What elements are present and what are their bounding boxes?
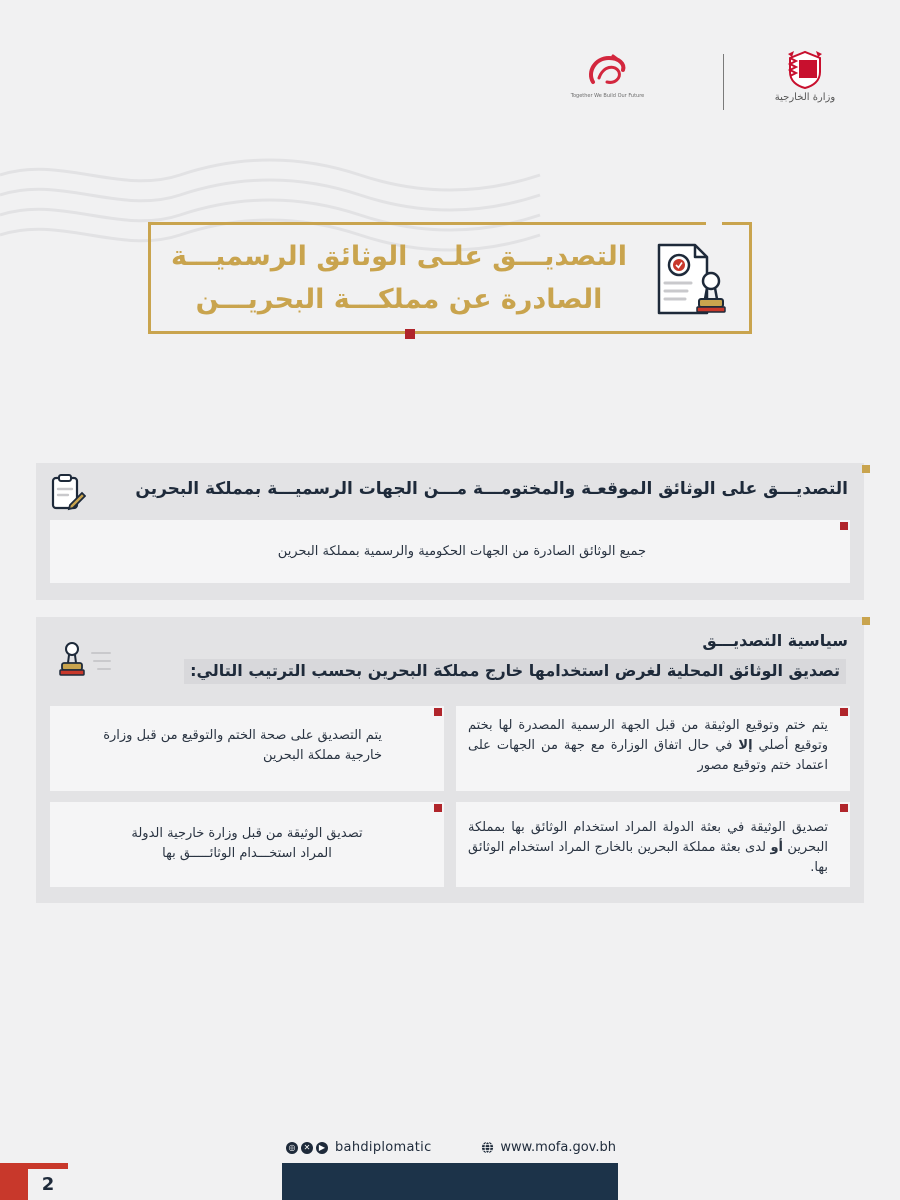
title-line-2: الصادرة عن مملكـــة البحريـــن (195, 284, 603, 315)
partner-logo (545, 52, 670, 114)
globe-icon (481, 1141, 494, 1154)
page-number: 2 (28, 1169, 68, 1200)
bahrain-emblem-icon (786, 50, 824, 90)
title-frame (148, 222, 752, 334)
page-title (171, 235, 627, 321)
logo-divider (723, 54, 724, 110)
youtube-icon[interactable]: ▶ (316, 1142, 328, 1154)
partner-slogan: Together We Build Our Future (570, 93, 645, 99)
section-1-heading: التصديـــق على الوثائق الموقعـة والمختومـــة مـــن الجهات الرسميـــة بمملكة البحرين (135, 479, 848, 499)
rubber-stamp-icon (58, 639, 114, 679)
step-3-text: تصديق الوثيقة في بعثة الدولة المراد استخدام الوثائق بها بمملكة البحرين أو لدى بعثة مملكة البحرين بالخارج المراد استخدام الوثائق بها. (468, 820, 828, 875)
section-marker (862, 617, 870, 625)
step-card-3 (456, 802, 850, 887)
step-2-text: يتم التصديق على صحة الختم والتوقيع من قبل وزارة خارجية مملكة البحرين (103, 728, 382, 763)
step-card-4 (50, 802, 444, 887)
partner-logo-mark-icon (585, 52, 631, 92)
ministry-name: وزارة الخارجية (774, 92, 836, 103)
clipboard-pen-icon (50, 473, 86, 511)
document-stamp-icon (651, 239, 731, 319)
title-marker (405, 329, 415, 339)
title-line-1: التصديـــق علـى الوثائق الرسميـــة (171, 241, 627, 272)
section-authentication-policy (36, 617, 864, 903)
page-number-tab (0, 1163, 68, 1200)
section-official-documents (36, 463, 864, 600)
section-2-subheading: تصديق الوثائق المحلية لغرض استخدامها خارج مملكة البحرين بحسب الترتيب التالي: (184, 659, 846, 684)
step-card-1 (456, 706, 850, 791)
footer-bar (282, 1163, 618, 1200)
x-icon[interactable]: ✕ (301, 1142, 313, 1154)
website-link[interactable] (481, 1140, 616, 1155)
footer-links (280, 1140, 620, 1160)
section-1-card (50, 520, 850, 583)
social-links[interactable] (286, 1140, 432, 1155)
social-handle[interactable]: bahdiplomatic (335, 1140, 432, 1155)
section-marker (862, 465, 870, 473)
header-logos (545, 50, 845, 120)
ministry-logo (765, 50, 845, 116)
website-url[interactable]: www.mofa.gov.bh (500, 1140, 616, 1155)
step-card-2 (50, 706, 444, 791)
step-4-text: تصديق الوثيقة من قبل وزارة خارجية الدولة المراد استخـــدام الوثائـــــق بها (131, 826, 363, 861)
section-2-heading: سياسية التصديـــق (702, 631, 848, 650)
section-1-card-text: جميع الوثائق الصادرة من الجهات الحكومية والرسمية بمملكة البحرين (277, 544, 646, 559)
step-1-text: يتم ختم وتوقيع الوثيقة من قبل الجهة الرسمية المصدرة لها بختم وتوقيع أصلي إلا في حال اتفاق الوزارة مع جهة من الجهات على اعتماد ختم وتوقيع مصور (468, 718, 828, 773)
instagram-icon[interactable]: ◎ (286, 1142, 298, 1154)
